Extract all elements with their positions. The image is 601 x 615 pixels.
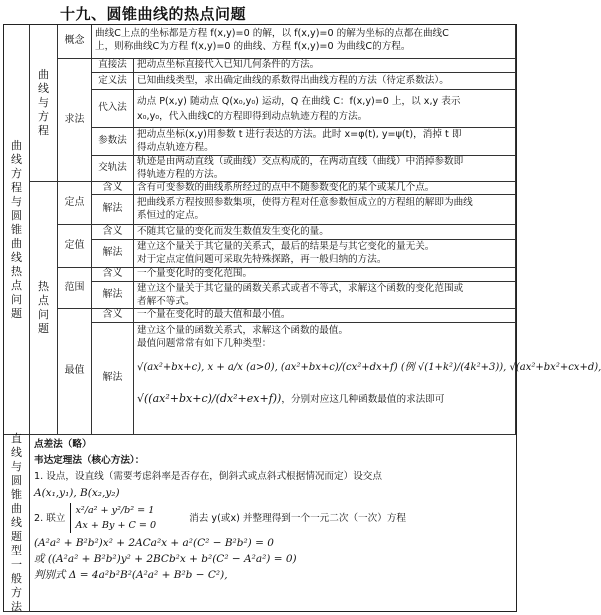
label-methods: 求法 <box>58 59 92 182</box>
group-label-hot-topics-text: 热点问题 <box>38 280 49 335</box>
system-eq-2: Ax + By + C = 0 <box>75 520 157 531</box>
range-solution-text <box>134 282 516 309</box>
section-label-bottom <box>4 432 30 613</box>
extremum-formula-1: √(ax²+bx+c), x + a/x (a>0), (ax²+bx+c)/(cx²+dx+f) (例 √(1+k²)/(4k²+3)), √(ax²+bx²+cx+d), <box>137 362 601 373</box>
label-range-meaning: 含义 <box>92 268 134 282</box>
vieta-method-heading: 韦达定理法（核心方法）： <box>34 455 145 466</box>
fixed-point-meaning-text: 含有可变参数的曲线系所经过的点中不随参数变化的某个或某几个点。 <box>134 182 516 195</box>
label-parameter-method: 参数法 <box>92 128 134 156</box>
parameter-line-2: 得动点轨迹方程。 <box>137 141 214 153</box>
substitution-line-1: 动点 P(x,y) 随动点 Q(x₀,y₀) 运动，Q 在曲线 C：f(x,y)=0 上，以 x,y 表示 <box>137 96 461 107</box>
fixed-value-solution-line-2: 对于定点定值问题可采取先特殊探路，再一般归纳的方法。 <box>137 253 387 265</box>
intersection-line-1: 轨迹是由两动直线（或曲线）交点构成的，在两动直线（曲线）中消掉参数即 <box>137 156 464 167</box>
section-label-bottom-text: 直线与圆锥曲线题型一般方法 <box>11 432 22 613</box>
label-intersection-method: 交轨法 <box>92 156 134 182</box>
extremum-meaning-text: 一个量在变化时的最大值和最小值。 <box>134 309 516 323</box>
section-label-top <box>4 25 30 435</box>
label-fixed-value-meaning: 含义 <box>92 225 134 240</box>
extremum-formula-2: √((ax²+bx+c)/(dx²+ex+f)) <box>137 391 282 405</box>
intersection-points: A(x₁,y₁), B(x₂,y₂) <box>34 487 120 499</box>
label-range-solution: 解法 <box>92 282 134 309</box>
point-difference-method: 点差法（略） <box>34 439 92 450</box>
page-title: 十九、圆锥曲线的热点问题 <box>60 5 247 23</box>
label-extremum-solution: 解法 <box>92 323 134 435</box>
label-fixed-value: 定值 <box>58 225 92 268</box>
concept-text <box>92 25 516 59</box>
step-2-row <box>34 503 512 533</box>
discriminant: 判别式 Δ = 4a²b²B²(A²a² + B²b − C²), <box>34 569 228 581</box>
substitution-line-2: x₀,y₀，代入曲线C的方程即得到动点轨迹方程的方法。 <box>137 111 368 122</box>
range-meaning-text: 一个量变化时的变化范围。 <box>134 268 516 282</box>
general-method-content <box>30 435 516 612</box>
concept-line-1: 曲线C上点的坐标都是方程 f(x,y)=0 的解，以 f(x,y)=0 的解为坐标的点都在曲线C <box>95 28 449 39</box>
quadratic-in-x: (A²a² + B²b²)x² + 2ACa²x + a²(C² − B²b²) = 0 <box>34 537 274 549</box>
group-label-curve-equation <box>30 25 58 182</box>
fixed-point-solution-line-2: 系恒过的定点。 <box>137 209 205 221</box>
step-1-text: 1. 设点，设直线（需要考虑斜率是否存在，倒斜式或点斜式根据情况而定）设交点 <box>34 471 382 482</box>
fixed-point-solution-line-1: 把曲线系方程按照参数集项，使得方程对任意参数恒成立的方程组的解即为曲线 <box>137 197 473 208</box>
summary-table <box>3 24 601 613</box>
direct-method-text: 把动点坐标直接代入已知几何条件的方法。 <box>134 59 516 73</box>
section-label-top-text: 曲线方程与圆锥曲线热点问题 <box>11 138 22 320</box>
label-extremum-meaning: 含义 <box>92 309 134 323</box>
step-2-prefix: 2. 联立 <box>34 513 66 524</box>
concept-line-2: 上，则称曲线C为方程 f(x,y)=0 的曲线、方程 f(x,y)=0 为曲线C的方程。 <box>95 40 411 52</box>
intersection-line-2: 得轨迹方程的方法。 <box>137 168 224 180</box>
fixed-value-meaning-text: 不随其它量的变化而发生数值发生变化的量。 <box>134 225 516 240</box>
fixed-value-solution-line-1: 建立这个量关于其它量的关系式，最后的结果是与其它变化的量无关。 <box>137 241 435 252</box>
fixed-point-solution-text <box>134 195 516 225</box>
definition-method-text: 已知曲线类型，求出确定曲线的系数得出曲线方程的方法（待定系数法）。 <box>134 73 516 90</box>
label-fixed-point-meaning: 含义 <box>92 182 134 195</box>
parameter-line-1: 把动点坐标(x,y)用参数 t 进行表达的方法。此时 x=φ(t), y=ψ(t)，消掉 t 即 <box>137 129 462 140</box>
extremum-formula-row-2 <box>137 393 512 407</box>
parameter-method-text <box>134 128 516 156</box>
group-label-curve-equation-text: 曲线与方程 <box>38 68 49 137</box>
label-fixed-point: 定点 <box>58 182 92 225</box>
group-label-hot-topics <box>30 182 58 435</box>
label-range: 范围 <box>58 268 92 309</box>
label-fixed-point-solution: 解法 <box>92 195 134 225</box>
label-fixed-value-solution: 解法 <box>92 240 134 268</box>
extremum-solution-line-1: 建立这个量的函数关系式，求解这个函数的最值。 <box>137 325 349 336</box>
quadratic-in-y: 或 ((A²a² + B²b²)y² + 2BCb²x + b²(C² − A²a²) = 0) <box>34 553 297 565</box>
range-solution-line-1: 建立这个量关于其它量的函数关系式或者不等式，求解这个函数的变化范围或 <box>137 283 464 294</box>
extremum-solution-line-2: 最值问题常常有如下几种类型： <box>137 337 272 349</box>
equation-system <box>70 503 156 533</box>
fixed-value-solution-text <box>134 240 516 268</box>
label-concept: 概念 <box>58 25 92 59</box>
system-eq-1: x²/a² + y²/b² = 1 <box>75 505 155 516</box>
step-2-text: 消去 y(或x) 并整理得到一个一元二次（一次）方程 <box>189 513 407 524</box>
range-solution-line-2: 者解不等式。 <box>137 295 195 307</box>
label-direct-method: 直接法 <box>92 59 134 73</box>
label-extremum: 最值 <box>58 309 92 435</box>
label-definition-method: 定义法 <box>92 73 134 90</box>
label-substitution-method: 代入法 <box>92 90 134 128</box>
extremum-formula-2-text: ，分别对应这几种函数最值的求法即可 <box>281 393 445 405</box>
intersection-method-text <box>134 156 516 182</box>
extremum-solution-text <box>134 323 601 435</box>
substitution-method-text <box>134 90 516 128</box>
